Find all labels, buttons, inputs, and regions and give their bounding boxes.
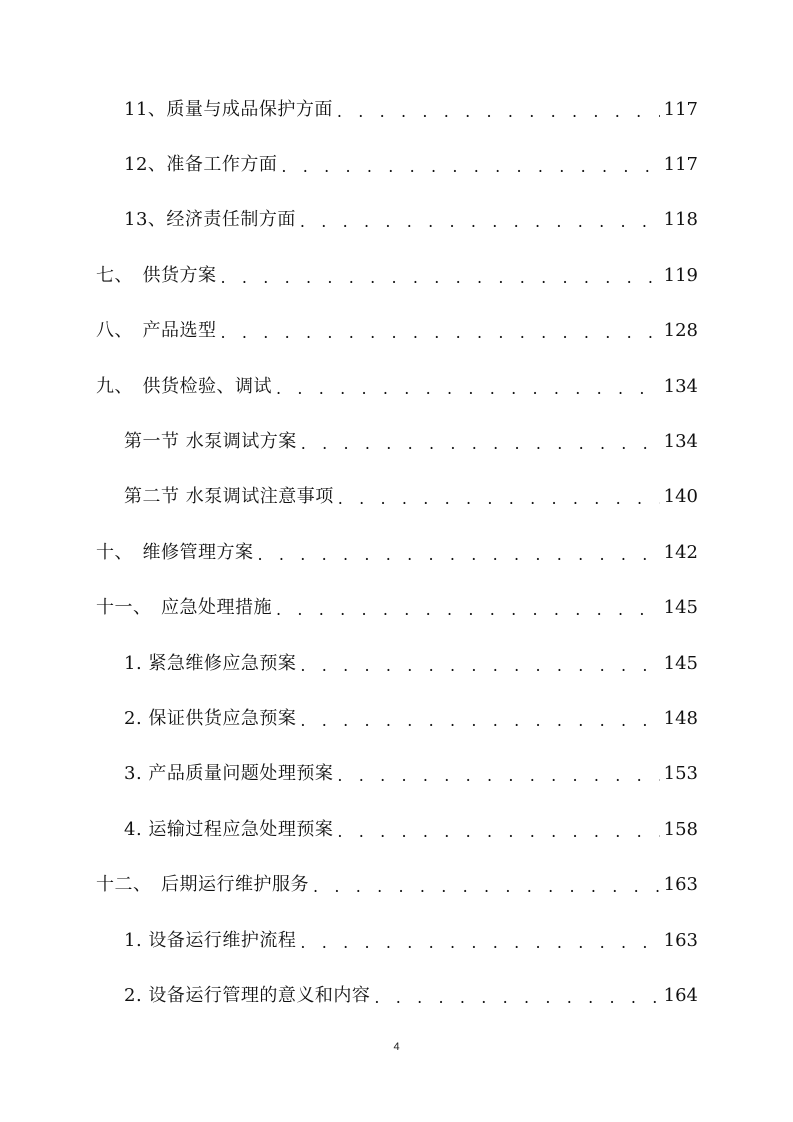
toc-entry-page: 163	[663, 929, 698, 951]
dot-leader	[337, 768, 659, 784]
dot-leader	[300, 214, 660, 230]
dot-leader	[301, 436, 660, 452]
toc-entry-title: 1. 紧急维修应急预案	[124, 652, 297, 674]
dot-leader	[300, 658, 659, 674]
toc-entry[interactable]	[0, 193, 793, 248]
toc-entry-title: 十一、 应急处理措施	[96, 597, 272, 619]
dot-leader	[258, 547, 660, 563]
toc-entry-title: 十二、 后期运行维护服务	[96, 874, 309, 896]
toc-entry[interactable]	[0, 913, 793, 968]
dot-leader	[374, 990, 659, 1006]
toc-entry[interactable]	[0, 470, 793, 525]
toc-entry-page: 117	[663, 154, 698, 176]
dot-leader	[313, 879, 660, 895]
toc-entry[interactable]	[0, 636, 793, 691]
toc-entry-title: 13、经济责任制方面	[124, 209, 296, 231]
dot-leader	[300, 713, 659, 729]
toc-entry[interactable]	[0, 359, 793, 414]
toc-entry[interactable]	[0, 414, 793, 469]
toc-entry-page: 117	[663, 98, 698, 120]
toc-entry-title: 2. 保证供货应急预案	[124, 707, 297, 729]
toc-entry-title: 七、 供货方案	[96, 264, 217, 286]
toc-entry[interactable]	[0, 747, 793, 802]
toc-entry[interactable]	[0, 691, 793, 746]
toc-entry[interactable]	[0, 525, 793, 580]
dot-leader	[221, 325, 660, 341]
toc-entry-title: 4. 运输过程应急处理预案	[124, 818, 334, 840]
dot-leader	[276, 381, 660, 397]
dot-leader	[337, 824, 659, 840]
dot-leader	[300, 935, 659, 951]
toc-entry-page: 145	[663, 652, 698, 674]
toc-entry-title: 12、准备工作方面	[124, 154, 278, 176]
toc-entry-page: 142	[663, 541, 698, 563]
dot-leader	[337, 104, 660, 120]
toc-entry-page: 158	[663, 818, 698, 840]
dot-leader	[221, 270, 660, 286]
toc-entry[interactable]	[0, 248, 793, 303]
toc-entry-title: 2. 设备运行管理的意义和内容	[124, 984, 371, 1006]
page-number: 4	[393, 1041, 400, 1053]
toc-entry-page: 128	[663, 320, 698, 342]
toc-entry-title: 第一节 水泵调试方案	[124, 431, 297, 453]
toc-entry-page: 153	[663, 763, 698, 785]
toc-entry-title: 十、 维修管理方案	[96, 541, 254, 563]
toc-entry-title: 九、 供货检验、调试	[96, 375, 272, 397]
dot-leader	[338, 491, 660, 507]
toc-entry-title: 八、 产品选型	[96, 320, 217, 342]
dot-leader	[281, 159, 659, 175]
toc-entry-title: 3. 产品质量问题处理预案	[124, 763, 334, 785]
toc-entry-page: 164	[663, 984, 698, 1006]
toc-entry-page: 119	[663, 264, 698, 286]
toc-entry-title: 1. 设备运行维护流程	[124, 929, 297, 951]
toc-entry[interactable]	[0, 968, 793, 1023]
toc-entry-page: 118	[663, 209, 698, 231]
toc-entry[interactable]	[0, 802, 793, 857]
toc-entry-page: 134	[663, 375, 698, 397]
toc-entry-title: 第二节 水泵调试注意事项	[124, 486, 334, 508]
dot-leader	[276, 602, 660, 618]
toc-entry-page: 148	[663, 707, 698, 729]
table-of-contents	[0, 82, 793, 1024]
toc-entry[interactable]	[0, 857, 793, 912]
toc-entry[interactable]	[0, 137, 793, 192]
toc-entry[interactable]	[0, 581, 793, 636]
toc-entry[interactable]	[0, 82, 793, 137]
toc-entry-title: 11、质量与成品保护方面	[124, 98, 333, 120]
toc-entry-page: 145	[663, 597, 698, 619]
toc-entry-page: 134	[663, 431, 698, 453]
toc-entry-page: 163	[663, 874, 698, 896]
toc-entry-page: 140	[663, 486, 698, 508]
toc-entry[interactable]	[0, 304, 793, 359]
